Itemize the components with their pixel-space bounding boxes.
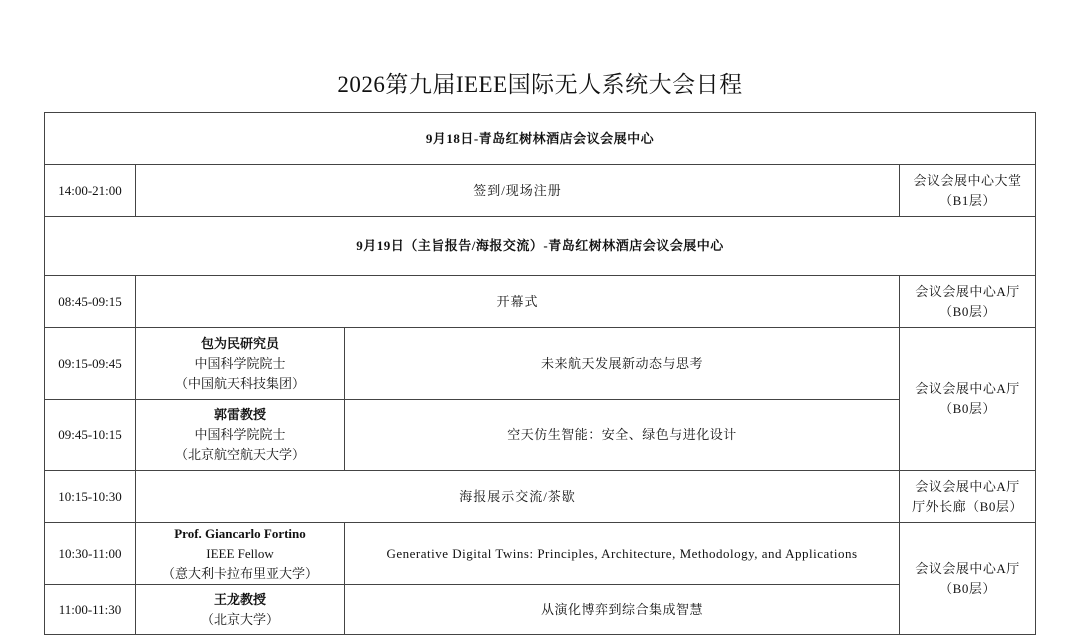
venue-cell <box>900 471 1036 523</box>
speaker-affiliation: （中国航天科技集团） <box>174 375 305 391</box>
day-header-row <box>45 113 1036 165</box>
speaker-affiliation: （意大利卡拉布里亚大学） <box>161 565 318 581</box>
venue-name: 会议会展中心A厅 <box>915 478 1020 494</box>
speaker-cell <box>136 328 345 400</box>
venue-floor: （B0层） <box>939 580 996 596</box>
venue-floor: （B0层） <box>939 401 996 416</box>
day-header: 9月18日-青岛红树林酒店会议会展中心 <box>45 113 1036 165</box>
speaker-affiliation: （北京航空航天大学） <box>174 447 305 462</box>
schedule-row <box>45 276 1036 328</box>
venue-cell <box>900 328 1036 471</box>
venue-cell <box>900 276 1036 328</box>
talk-row <box>45 400 1036 471</box>
schedule-row <box>45 165 1036 217</box>
time-cell: 10:15-10:30 <box>45 471 136 523</box>
venue-floor: （B1层） <box>939 192 996 208</box>
venue-name: 会议会展中心大堂 <box>913 172 1022 188</box>
time-cell: 10:30-11:00 <box>45 523 136 585</box>
speaker-cell <box>136 523 345 585</box>
time-cell: 08:45-09:15 <box>45 276 136 328</box>
speaker-affiliation: （北京大学） <box>200 611 279 627</box>
venue-name: 会议会展中心A厅 <box>915 283 1020 299</box>
speaker-title: 中国科学院院士 <box>194 355 286 371</box>
speaker-title: IEEE Fellow <box>206 545 274 561</box>
talk-row <box>45 523 1036 585</box>
venue-name: 会议会展中心A厅 <box>915 381 1020 396</box>
venue-cell <box>900 523 1036 635</box>
schedule-table <box>44 112 1036 635</box>
day-header-row <box>45 217 1036 276</box>
speaker-cell <box>136 585 345 635</box>
speaker-name: 郭雷教授 <box>213 407 266 422</box>
page-title: 2026第九届IEEE国际无人系统大会日程 <box>337 72 743 97</box>
venue-cell <box>900 165 1036 217</box>
speaker-name: 王龙教授 <box>213 591 266 607</box>
talk-row <box>45 328 1036 400</box>
talk-title: 从演化博弈到综合集成智慧 <box>345 585 900 635</box>
venue-floor: 厅外长廊（B0层） <box>912 498 1023 514</box>
talk-title: Generative Digital Twins: Principles, Architecture, Methodology, and Applications <box>345 523 900 585</box>
time-cell: 14:00-21:00 <box>45 165 136 217</box>
speaker-title: 中国科学院院士 <box>194 427 286 442</box>
venue-name: 会议会展中心A厅 <box>915 560 1020 576</box>
time-cell: 09:45-10:15 <box>45 400 136 471</box>
talk-row <box>45 585 1036 635</box>
event-cell: 海报展示交流/茶歇 <box>136 471 900 523</box>
schedule-row <box>45 471 1036 523</box>
time-cell: 11:00-11:30 <box>45 585 136 635</box>
time-cell: 09:15-09:45 <box>45 328 136 400</box>
venue-floor: （B0层） <box>939 303 996 319</box>
day-header: 9月19日（主旨报告/海报交流）-青岛红树林酒店会议会展中心 <box>45 217 1036 276</box>
speaker-name: Prof. Giancarlo Fortino <box>174 525 306 541</box>
talk-title: 空天仿生智能：安全、绿色与进化设计 <box>345 400 900 471</box>
speaker-name: 包为民研究员 <box>200 335 279 351</box>
event-cell: 开幕式 <box>136 276 900 328</box>
event-cell: 签到/现场注册 <box>136 165 900 217</box>
talk-title: 未来航天发展新动态与思考 <box>345 328 900 400</box>
speaker-cell <box>136 400 345 471</box>
